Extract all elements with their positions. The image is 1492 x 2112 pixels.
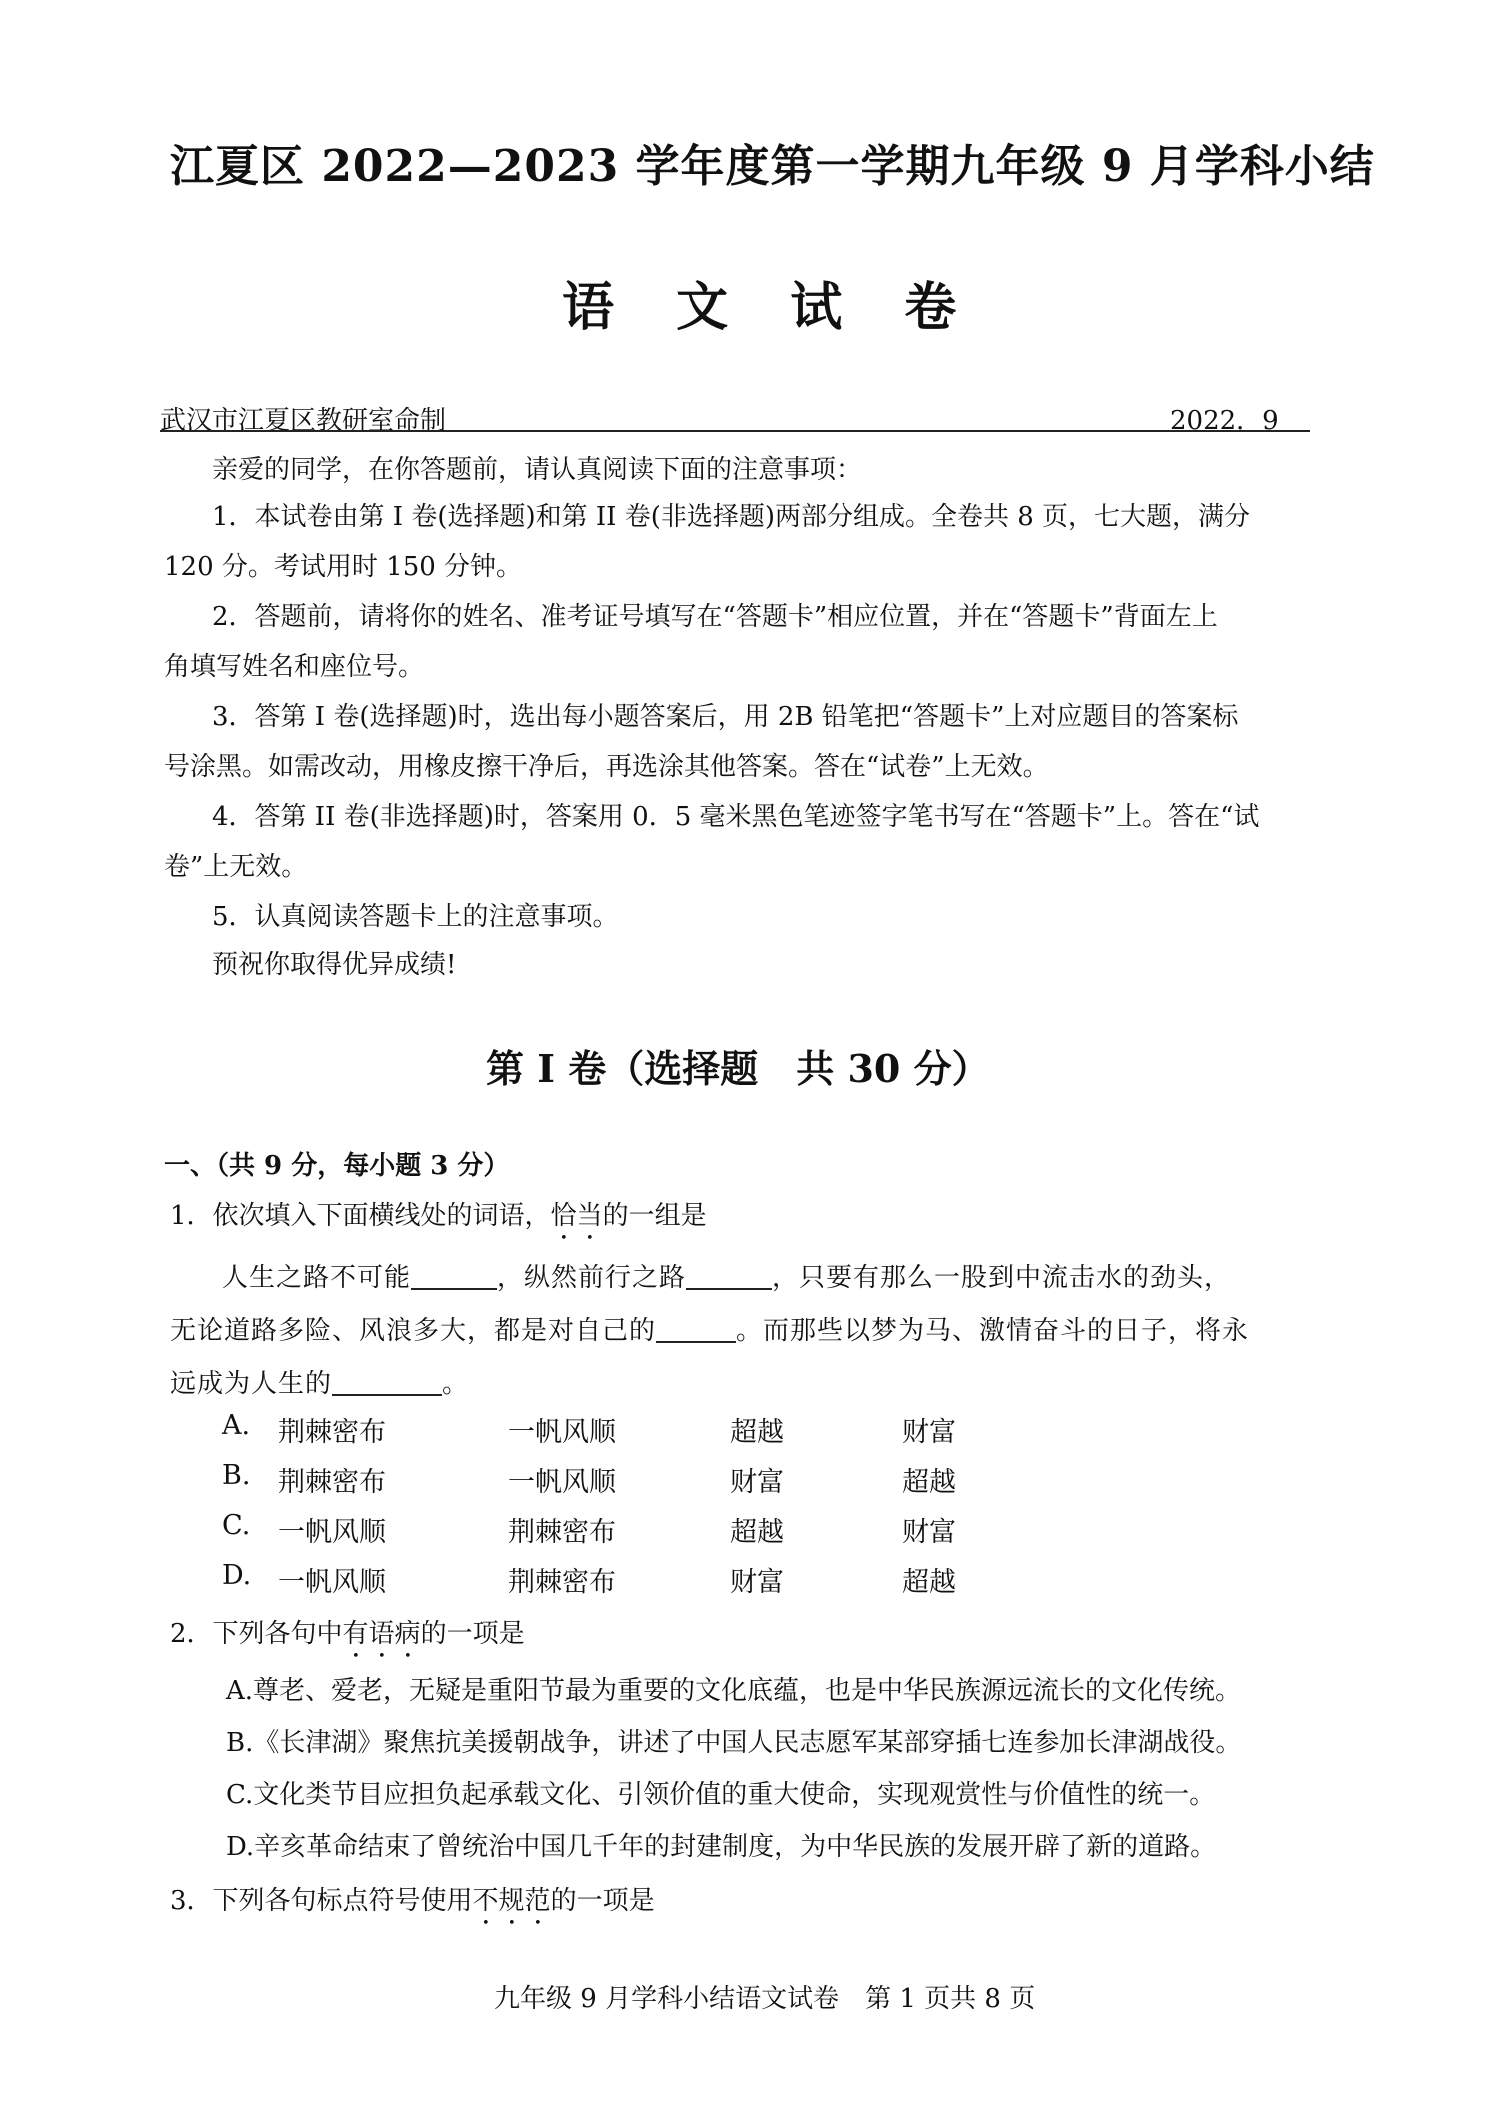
q1-option-a-letter: A.	[222, 1410, 251, 1441]
q1-stem-emphasis: 恰当	[550, 1201, 603, 1231]
q3-stem-emphasis: 不规范	[472, 1886, 551, 1916]
q1-option-d-word1: 一帆风顺	[278, 1567, 386, 1598]
q1-option-a-word1: 荆棘密布	[278, 1417, 386, 1448]
notice-intro: 亲爱的同学，在你答题前，请认真阅读下面的注意事项：	[212, 455, 863, 485]
page-footer: 九年级 9 月学科小结语文试卷 第 1 页共 8 页	[494, 1984, 1036, 2014]
passage-text: ，纵然前行之路	[497, 1263, 687, 1293]
passage-text: 。	[442, 1369, 470, 1399]
q2-option-b: B.《长津湖》聚焦抗美援朝战争，讲述了中国人民志愿军某部穿插七连参加长津湖战役。	[226, 1728, 1242, 1758]
fill-blank-1	[411, 1262, 497, 1290]
q2-stem-a: 2．下列各句中	[170, 1619, 343, 1649]
q1-option-b-word1: 荆棘密布	[278, 1467, 386, 1498]
q1-option-b-word3: 财富	[730, 1467, 784, 1498]
q2-stem-c: 的一项是	[420, 1619, 525, 1649]
q1-option-c-word1: 一帆风顺	[278, 1517, 386, 1548]
q2-option-c: C.文化类节目应担负起承载文化、引领价值的重大使命，实现观赏性与价值性的统一。	[226, 1780, 1216, 1810]
q3-stem	[170, 1880, 655, 1931]
q1-option-d-word2: 荆棘密布	[508, 1567, 616, 1598]
q1-option-b-word4: 超越	[902, 1467, 956, 1498]
q1-option-a-word3: 超越	[730, 1417, 784, 1448]
q1-passage-line1	[222, 1257, 1231, 1294]
q3-stem-c: 的一项是	[550, 1886, 655, 1916]
passage-text: ，只要有那么一股到中流击水的劲头，	[772, 1263, 1232, 1293]
passage-text: 远成为人生的	[170, 1369, 333, 1399]
part-heading: 一、（共 9 分，每小题 3 分）	[164, 1151, 510, 1181]
notice-5: 5．认真阅读答题卡上的注意事项。	[212, 902, 619, 932]
q1-option-d-word3: 财富	[730, 1567, 784, 1598]
wish-line: 预祝你取得优异成绩!	[212, 950, 457, 980]
q1-option-a-word2: 一帆风顺	[508, 1417, 616, 1448]
q1-stem	[170, 1195, 707, 1246]
q2-option-d: D.辛亥革命结束了曾统治中国几千年的封建制度，为中华民族的发展开辟了新的道路。	[226, 1832, 1217, 1862]
passage-text: 。而那些以梦为马、激情奋斗的日子，将永	[736, 1316, 1250, 1346]
notice-3-line2: 号涂黑。如需改动，用橡皮擦干净后，再选涂其他答案。答在“试卷”上无效。	[164, 752, 1049, 782]
q2-stem	[170, 1613, 525, 1664]
q2-stem-emphasis: 有语病	[342, 1619, 421, 1649]
exam-subject-title: 语 文 试 卷	[562, 277, 979, 338]
passage-text: 无论道路多险、风浪多大，都是对自己的	[170, 1316, 657, 1346]
author-line: 武汉市江夏区教研室命制	[160, 406, 447, 436]
passage-text: 人生之路不可能	[222, 1263, 412, 1293]
q1-option-c-word2: 荆棘密布	[508, 1517, 616, 1548]
q1-option-a-word4: 财富	[902, 1417, 956, 1448]
q1-option-c-letter: C.	[222, 1510, 251, 1541]
notice-1-line1: 1．本试卷由第 I 卷(选择题)和第 II 卷(非选择题)两部分组成。全卷共 8 页，七大题，满分	[212, 502, 1251, 532]
q1-option-b-letter: B.	[222, 1460, 251, 1491]
q1-option-c-word3: 超越	[730, 1517, 784, 1548]
notice-2-line2: 角填写姓名和座位号。	[164, 652, 425, 682]
q1-stem-a: 1．依次填入下面横线处的词语，	[170, 1201, 551, 1231]
q3-stem-a: 3．下列各句标点符号使用	[170, 1886, 473, 1916]
q1-passage-line2	[170, 1310, 1249, 1347]
fill-blank-4	[332, 1368, 442, 1396]
exam-title: 江夏区 2022—2023 学年度第一学期九年级 9 月学科小结	[170, 141, 1375, 192]
exam-date: 2022．9	[1170, 406, 1279, 436]
q1-option-d-word4: 超越	[902, 1567, 956, 1598]
fill-blank-2	[686, 1262, 772, 1290]
notice-3-line1: 3．答第 I 卷(选择题)时，选出每小题答案后，用 2B 铅笔把“答题卡”上对应题目的答案标	[212, 702, 1239, 732]
notice-4-line1: 4．答第 II 卷(非选择题)时，答案用 0．5 毫米黑色笔迹签字笔书写在“答题卡”上。答在“试	[212, 802, 1260, 832]
q1-passage-line3	[170, 1363, 469, 1400]
q1-stem-c: 的一组是	[602, 1201, 707, 1231]
notice-2-line1: 2．答题前，请将你的姓名、准考证号填写在“答题卡”相应位置，并在“答题卡”背面左上	[212, 602, 1218, 632]
header-rule	[160, 430, 1310, 432]
notice-4-line2: 卷”上无效。	[164, 852, 308, 882]
fill-blank-3	[656, 1315, 736, 1343]
notice-1-line2: 120 分。考试用时 150 分钟。	[164, 552, 523, 582]
q1-option-d-letter: D.	[222, 1560, 252, 1591]
q1-option-c-word4: 财富	[902, 1517, 956, 1548]
q1-option-b-word2: 一帆风顺	[508, 1467, 616, 1498]
section-title: 第 I 卷（选择题 共 30 分）	[486, 1046, 990, 1091]
q2-option-a: A.尊老、爱老，无疑是重阳节最为重要的文化底蕴，也是中华民族源远流长的文化传统。	[226, 1676, 1242, 1706]
